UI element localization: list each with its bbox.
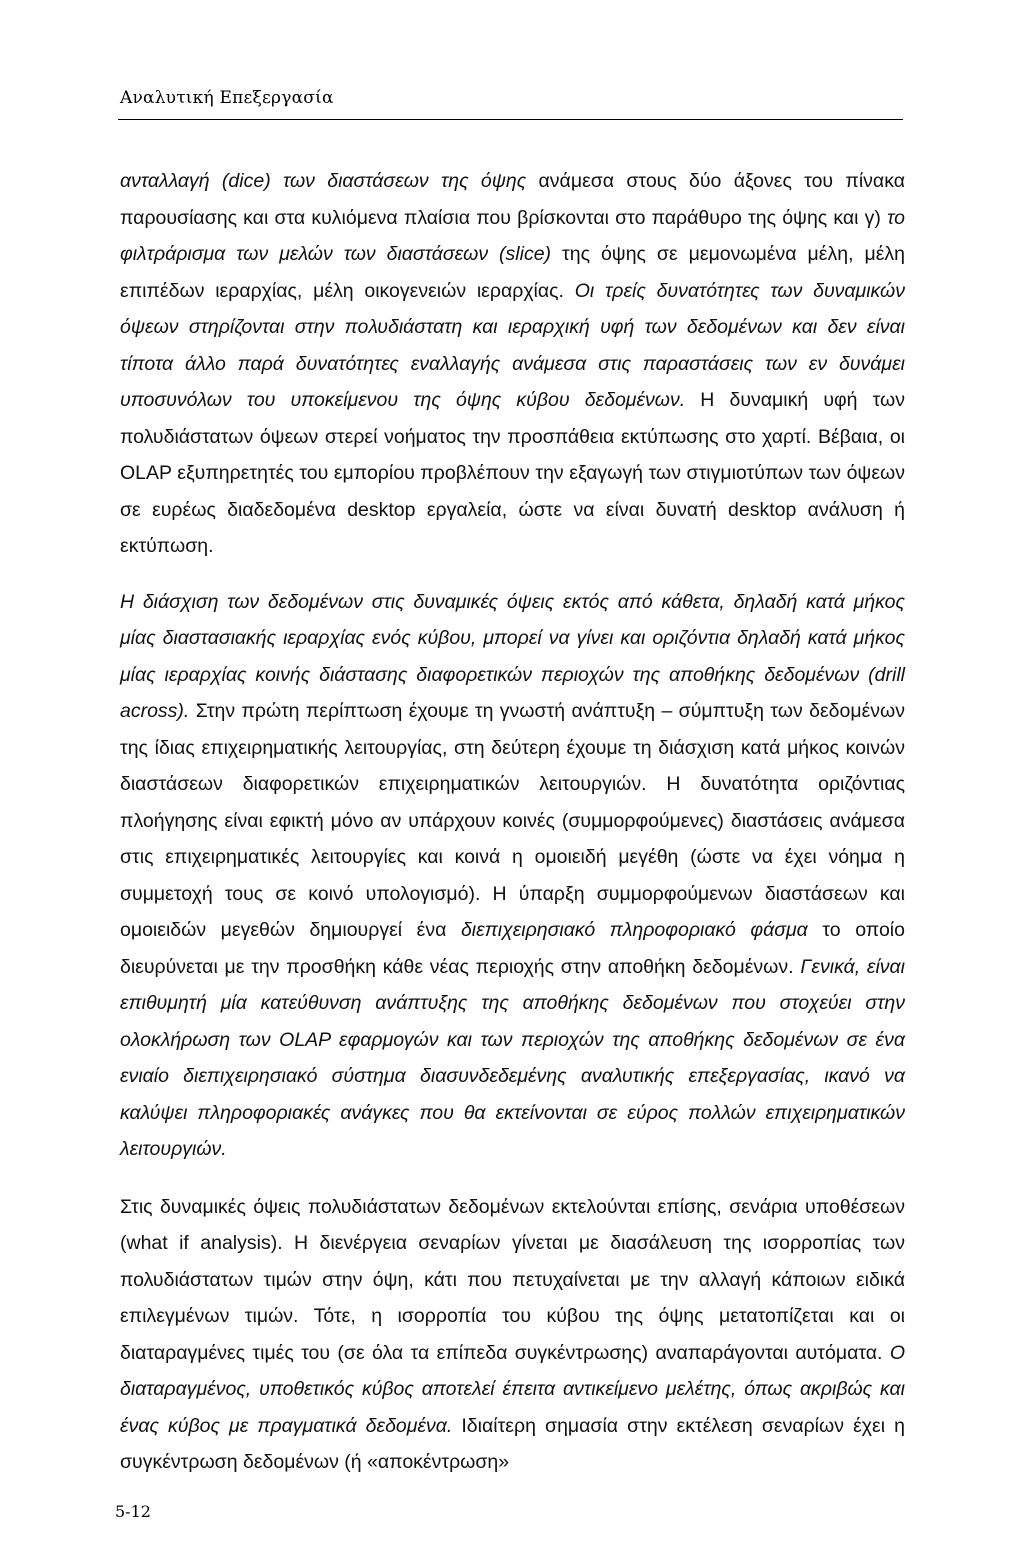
text-run: της όψης σε μεμονωμένα μέλη, μέλη επιπέδων ιεραρχίας, μέλη οικογενειών ιεραρχίας. [120,243,905,302]
text-run: το φιλτράρισμα των μελών των διαστάσεων (slice) [120,206,905,265]
header-divider [118,119,903,120]
page-number: 5-12 [115,1502,151,1521]
running-header-title: Αναλυτική Επεξεργασία [120,88,334,108]
text-run: Η διάσχιση των δεδομένων στις δυναμικές όψεις εκτός από κάθετα, δηλαδή κατά μήκος μίας διαστασιακής ιεραρχίας ενός κύβου, μπορεί να γίνει και οριζόντια δηλαδή κατά μήκος μίας ιεραρχίας κοινής διάστασης διαφορετικών περιοχών της αποθήκης δεδομένων (drill across). [120,590,905,722]
body-text [120,163,905,1481]
paragraph-3 [120,1189,905,1481]
text-run: Ιδιαίτερη σημασία στην εκτέλεση σεναρίων έχει η συγκέντρωση δεδομένων (ή «αποκέντρωση» [120,1414,905,1473]
text-run: Ο διαταραγμένος, υποθετικός κύβος αποτελεί έπειτα αντικείμενο μελέτης, όπως ακριβώς και ένας κύβος με πραγματικά δεδομένα. [120,1341,905,1437]
text-run: Στις δυναμικές όψεις πολυδιάστατων δεδομένων εκτελούνται επίσης, σενάρια υποθέσεων (what if analysis). Η διενέργεια σεναρίων γίνεται με διασάλευση της ισορροπίας των πολυδιάστατων τιμών στην όψη, κάτι που πετυχαίνεται με την αλλαγή κάποιων ειδικά επιλεγμένων τιμών. Τότε, η ισορροπία του κύβου της όψης μετατοπίζεται και οι διαταραγμένες τιμές του (σε όλα τα επίπεδα συγκέντρωσης) αναπαράγονται αυτόματα. [120,1195,905,1364]
text-run: ανάμεσα στους δύο άξονες του πίνακα παρουσίασης και στα κυλιόμενα πλαίσια που βρίσκονται στο παράθυρο της όψης και γ) [120,170,905,229]
text-run: ανταλλαγή (dice) των διαστάσεων της όψης [120,170,527,192]
text-run: διεπιχειρησιακό πληροφοριακό φάσμα [460,919,808,941]
paragraph-2 [120,584,905,1168]
text-run: Στην πρώτη περίπτωση έχουμε τη γνωστή ανάπτυξη – σύμπτυξη των δεδομένων της ίδιας επιχειρηματικής λειτουργίας, στη δεύτερη έχουμε τη διάσχιση κατά μήκος κοινών διαστάσεων διαφορετικών επιχειρηματικών λειτουργιών. Η δυνατότητα οριζόντιας πλοήγησης είναι εφικτή μόνο αν υπάρχουν κοινές (συμμορφούμενες) διαστάσεις ανάμεσα στις επιχειρηματικές λειτουργίες και κοινά η ομοιειδή μεγέθη (ώστε να έχει νόημα η συμμετοχή τους σε κοινό υπολογισμό). Η ύπαρξη συμμορφούμενων διαστάσεων και ομοιειδών μεγεθών δημιουργεί ένα [120,700,905,941]
text-run: Η δυναμική υφή των πολυδιάστατων όψεων στερεί νοήματος την προσπάθεια εκτύπωσης στο χαρτί. Βέβαια, οι OLAP εξυπηρετητές του εμπορίου προβλέπουν την εξαγωγή των στιγμιοτύπων των όψεων σε ευρέως διαδεδομένα desktop εργαλεία, ώστε να είναι δυνατή desktop ανάλυση ή εκτύπωση. [120,389,905,557]
text-run: Γενικά, είναι επιθυμητή μία κατεύθυνση ανάπτυξης της αποθήκης δεδομένων που στοχεύει στην ολοκλήρωση των OLAP εφαρμογών και των περιοχών της αποθήκης δεδομένων σε ένα ενιαίο διεπιχειρησιακό σύστημα διασυνδεδεμένης αναλυτικής επεξεργασίας, ικανό να καλύψει πληροφοριακές ανάγκες που θα εκτείνονται σε εύρος πολλών επιχειρηματικών λειτουργιών. [120,955,905,1160]
paragraph-1 [120,163,905,565]
text-run: το οποίο διευρύνεται με την προσθήκη κάθε νέας περιοχής στην αποθήκη δεδομένων. [120,919,905,978]
text-run: Οι τρείς δυνατότητες των δυναμικών όψεων στηρίζονται στην πολυδιάστατη και ιεραρχική υφή των δεδομένων και δεν είναι τίποτα άλλο παρά δυνατότητες εναλλαγής ανάμεσα στις παραστάσεις των εν δυνάμει υποσυνόλων του υποκείμενου της όψης κύβου δεδομένων. [120,279,905,411]
